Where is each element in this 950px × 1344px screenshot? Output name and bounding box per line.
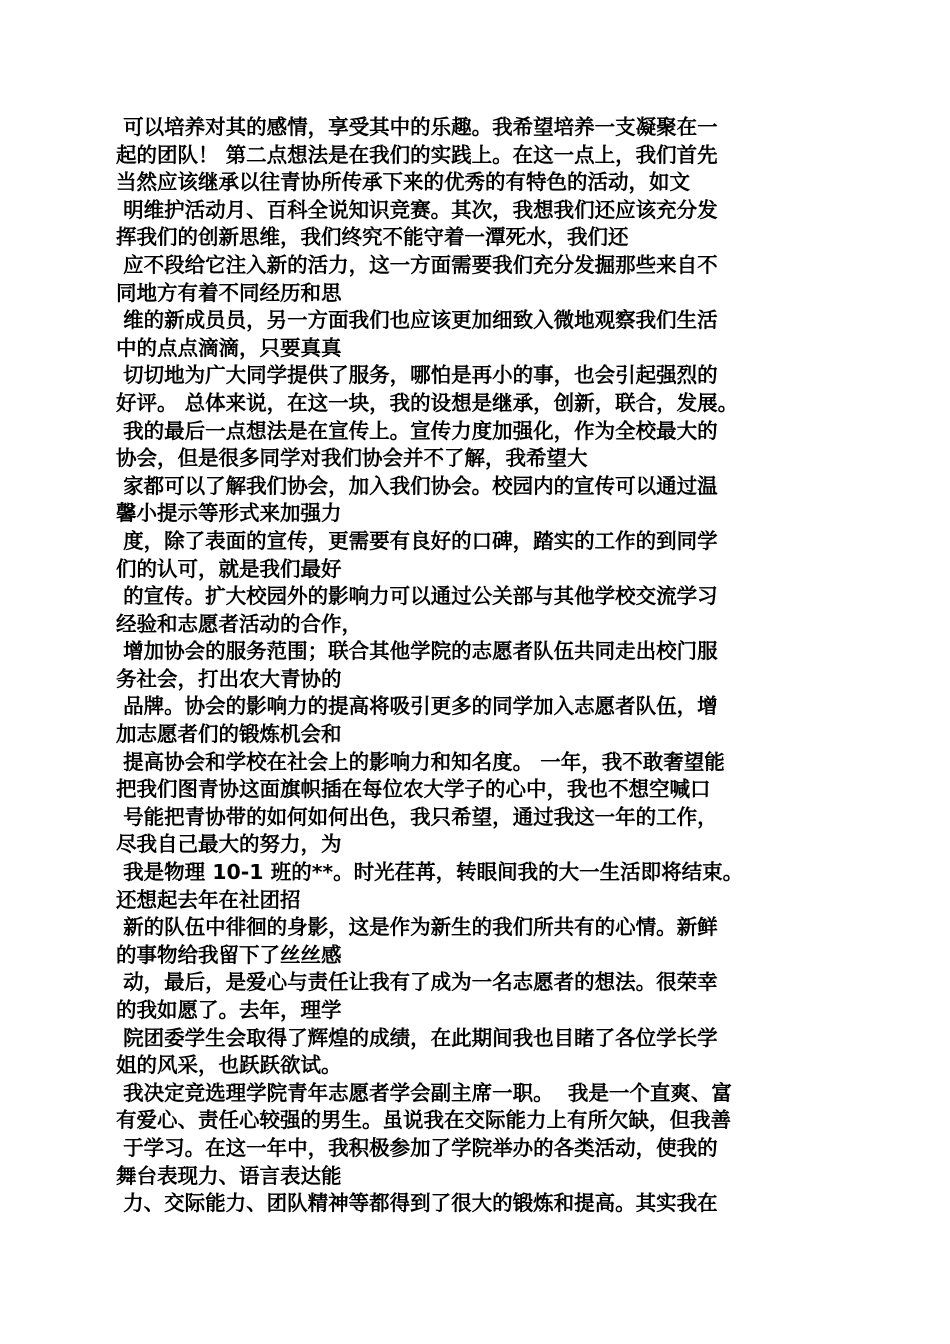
text-line: 舞台表现力、语言表达能 — [116, 1163, 342, 1188]
text-line: 度，除了表面的宣传，更需要有良好的口碑，踏实的工作的到同学 — [116, 528, 718, 553]
text-line: 还想起去年在社团招 — [116, 887, 301, 912]
text-line: 经验和志愿者活动的合作， — [116, 611, 362, 636]
text-line: 我是物理 10-1 班的**。时光荏苒，转眼间我的大一生活即将结束。 — [116, 860, 744, 885]
text-line: 应不段给它注入新的活力，这一方面需要我们充分发掘那些来自不 — [116, 252, 718, 277]
text-line: 动，最后，是爱心与责任让我有了成为一名志愿者的想法。很荣幸 — [116, 970, 718, 995]
text-line: 新的队伍中徘徊的身影，这是作为新生的我们所共有的心情。新鲜 — [116, 915, 718, 940]
text-line: 尽我自己最大的努力，为 — [116, 832, 342, 857]
text-line: 务社会，打出农大青协的 — [116, 666, 342, 691]
text-line: 有爱心、责任心较强的男生。虽说我在交际能力上有所欠缺，但我善 — [116, 1108, 731, 1133]
text-line: 好评。 总体来说，在这一块，我的设想是继承，创新，联合，发展。 — [116, 390, 739, 415]
text-line: 加志愿者们的锻炼机会和 — [116, 722, 342, 747]
text-line: 的宣传。扩大校园外的影响力可以通过公关部与其他学校交流学习 — [116, 584, 718, 609]
text-line: 协会，但是很多同学对我们协会并不了解，我希望大 — [116, 446, 588, 471]
text-line: 明维护活动月、百科全说知识竞赛。其次，我想我们还应该充分发 — [116, 197, 718, 222]
text-line: 提高协会和学校在社会上的影响力和知名度。 一年，我不敢奢望能 — [116, 749, 725, 774]
text-line: 的我如愿了。去年，理学 — [116, 998, 342, 1022]
text-line: 我的最后一点想法是在宣传上。宣传力度加强化，作为全校最大的 — [116, 418, 718, 443]
text-line: 院团委学生会取得了辉煌的成绩，在此期间我也目睹了各位学长学 — [116, 1025, 718, 1050]
text-line: 于学习。在这一年中，我积极参加了学院举办的各类活动，使我的 — [116, 1135, 718, 1160]
body-text — [116, 114, 836, 1218]
text-line: 同地方有着不同经历和思 — [116, 280, 342, 305]
text-line: 增加协会的服务范围；联合其他学院的志愿者队伍共同走出校门服 — [116, 639, 718, 664]
text-line: 当然应该继承以往青协所传承下来的优秀的有特色的活动，如文 — [116, 170, 690, 195]
text-line: 号能把青协带的如何如何出色，我只希望，通过我这一年的工作， — [116, 804, 718, 829]
text-line: 力、交际能力、团队精神等都得到了很大的锻炼和提高。其实我在 — [116, 1191, 718, 1216]
text-line: 切切地为广大同学提供了服务，哪怕是再小的事，也会引起强烈的 — [116, 363, 718, 388]
text-line: 的事物给我留下了丝丝感 — [116, 942, 342, 967]
text-line: 中的点点滴滴，只要真真 — [116, 335, 342, 360]
text-line: 挥我们的创新思维，我们终究不能守着一潭死水，我们还 — [116, 225, 629, 250]
text-line: 维的新成员员，另一方面我们也应该更加细致入微地观察我们生活 — [116, 308, 718, 333]
text-line: 馨小提示等形式来加强力 — [116, 501, 342, 526]
text-line: 品牌。协会的影响力的提高将吸引更多的同学加入志愿者队伍，增 — [116, 694, 718, 719]
text-line: 家都可以了解我们协会，加入我们协会。校园内的宣传可以通过温 — [116, 473, 718, 498]
text-line: 可以培养对其的感情，享受其中的乐趣。我希望培养一支凝聚在一 — [116, 115, 718, 139]
text-line: 我决定竞选理学院青年志愿者学会副主席一职。 我是一个直爽、富 — [116, 1080, 732, 1105]
text-line: 把我们图青协这面旗帜插在每位农大学子的心中，我也不想空喊口 — [116, 777, 711, 802]
text-line: 们的认可，就是我们最好 — [116, 556, 342, 581]
text-line: 起的团队！ 第二点想法是在我们的实践上。在这一点上，我们首先 — [116, 142, 718, 167]
text-line: 姐的风采，也跃跃欲试。 — [116, 1053, 342, 1078]
